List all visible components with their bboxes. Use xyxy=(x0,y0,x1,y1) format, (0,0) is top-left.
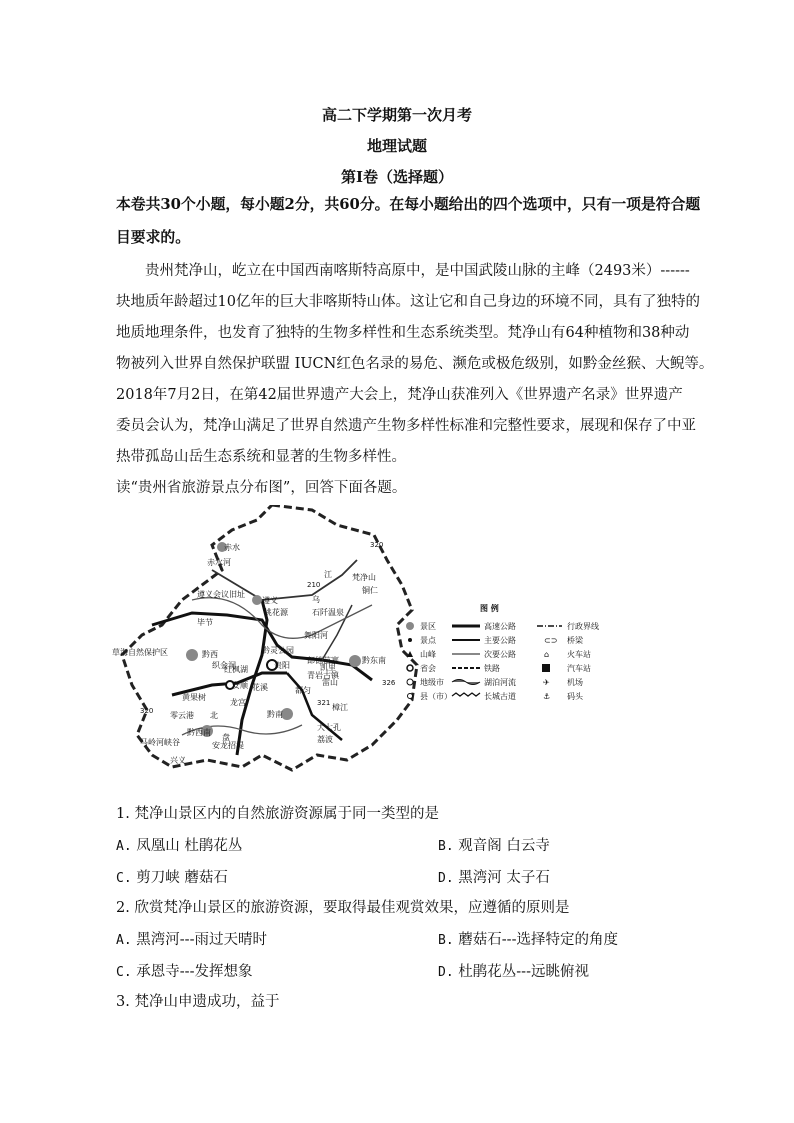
map-label: 雷山 xyxy=(322,678,338,687)
legend-item: 地级市 xyxy=(420,678,444,687)
passage-line-6: 委员会认为，梵净山满足了世界自然遗产生物多样性标准和完整性要求，展现和保存了中亚 xyxy=(116,418,696,434)
main-road xyxy=(262,560,357,600)
legend-item: 景点 xyxy=(420,636,436,645)
map-label: 郎德苗寨 xyxy=(307,656,339,665)
legend-item: 机场 xyxy=(567,678,583,687)
q2-option-d[interactable] xyxy=(438,960,589,981)
map-label: 黔南 xyxy=(267,710,283,719)
map-label: 毕节 xyxy=(197,618,213,627)
q1-option-b[interactable] xyxy=(438,834,550,855)
option-letter: D. xyxy=(438,965,454,980)
airport-icon: ✈ xyxy=(543,678,550,687)
map-label: 江 xyxy=(324,570,332,579)
option-letter: C. xyxy=(116,965,132,980)
map-label: 321 xyxy=(317,699,331,707)
map-label: 黔西南 xyxy=(187,728,211,737)
read-prompt: 读“贵州省旅游景点分布图”，回答下面各题。 xyxy=(116,480,407,496)
map-label: 织金洞 xyxy=(212,661,236,670)
map-label: 青岩古镇 xyxy=(307,671,339,680)
legend-item: 码头 xyxy=(567,692,583,701)
q2-option-c[interactable] xyxy=(116,960,252,981)
map-label: 210 xyxy=(307,581,321,589)
passage-line-5: 2018年7月2日，在第42届世界遗产大会上，梵净山获准列入《世界遗产名录》世界遗产 xyxy=(116,387,683,403)
legend-item: 汽车站 xyxy=(567,664,591,673)
passage-line-4: 物被列入世界自然保护联盟 IUCN红色名录的易危、濒危或极危级别，如黔金丝猴、大鲵等。 xyxy=(116,356,714,372)
map-label: 乌 xyxy=(312,595,320,604)
legend-item: 省会 xyxy=(420,664,436,673)
option-text: 黑湾河 太子石 xyxy=(458,870,550,886)
legend-item: 主要公路 xyxy=(484,636,516,645)
exam-title: 高二下学期第一次月考 xyxy=(321,106,472,124)
scenic-area-marker xyxy=(349,655,361,667)
instructions-line-1: 本卷共30个小题，每小题2分，共60分。在每小题给出的四个选项中，只有一项是符合题 xyxy=(116,196,701,213)
legend-item: 火车站 xyxy=(567,650,591,659)
anchor-icon: ⚓ xyxy=(543,692,551,701)
option-letter: C. xyxy=(116,871,132,886)
option-letter: D. xyxy=(438,871,454,886)
map-label: 北 xyxy=(210,711,218,720)
question-1-stem: 1. 梵净山景区内的自然旅游资源属于同一类型的是 xyxy=(116,806,439,822)
map-label: 贵阳 xyxy=(274,661,290,670)
map-label: 遵义会议旧址 xyxy=(197,590,245,599)
q1-option-c[interactable] xyxy=(116,866,228,887)
map-label: 黔东南 xyxy=(362,656,386,665)
option-text: 凤凰山 杜鹃花丛 xyxy=(136,838,243,854)
legend-item: 长城古道 xyxy=(484,692,516,701)
legend-item: 景区 xyxy=(420,622,436,631)
map-label: 零云港 xyxy=(170,711,194,720)
question-3-stem: 3. 梵净山申遗成功，益于 xyxy=(116,994,280,1010)
map-label: 大七孔 xyxy=(317,723,341,732)
legend-title: 图 例 xyxy=(480,604,499,613)
map-label: 马岭河峡谷 xyxy=(140,738,180,747)
legend-item: 行政界线 xyxy=(567,622,599,631)
map-label: 花溪 xyxy=(252,683,268,692)
option-letter: A. xyxy=(116,839,132,854)
map-label: 凯里 xyxy=(320,663,336,672)
map-label: 320 xyxy=(140,707,154,715)
passage-line-7: 热带孤岛山岳生态系统和显著的生物多样性。 xyxy=(116,449,406,465)
legend-item: 铁路 xyxy=(484,664,500,673)
map-label: 326 xyxy=(382,679,396,687)
instructions-line-2: 目要求的。 xyxy=(116,229,190,246)
map-label: 都匀 xyxy=(295,686,311,695)
option-text: 杜鹃花丛---远眺俯视 xyxy=(458,964,589,980)
map-label: 黔西 xyxy=(202,650,218,659)
map-label: 桃花源 xyxy=(264,608,288,617)
map-label: 安龙招堤 xyxy=(212,741,244,750)
legend-item: 山峰 xyxy=(420,650,436,659)
legend-item: 桥梁 xyxy=(567,636,583,645)
map-label: 草海自然保护区 xyxy=(112,648,168,657)
legend-item: 次要公路 xyxy=(484,650,516,659)
map-label: 安顺 xyxy=(232,681,248,690)
option-letter: B. xyxy=(438,933,454,948)
option-text: 剪刀峡 蘑菇石 xyxy=(136,870,228,886)
option-text: 蘑菇石---选择特定的角度 xyxy=(458,932,618,948)
q2-option-a[interactable] xyxy=(116,928,267,949)
passage-line-3: 地质地理条件，也发育了独特的生物多样性和生态系统类型。梵净山有64种植物和38种动 xyxy=(116,325,690,341)
map-label: 铜仁 xyxy=(362,586,378,595)
map-label: 兴义 xyxy=(170,756,186,765)
scenic-area-marker xyxy=(252,595,262,605)
q1-option-a[interactable] xyxy=(116,834,242,855)
option-text: 黑湾河---雨过天晴时 xyxy=(136,932,267,948)
option-letter: B. xyxy=(438,839,454,854)
passage-line-2: 块地质年龄超过10亿年的巨大非喀斯特山体。这让它和自己身边的环境不同，具有了独特的 xyxy=(116,294,700,310)
legend-item: 湖泊河流 xyxy=(484,678,516,687)
option-letter: A. xyxy=(116,933,132,948)
map-label: 荔波 xyxy=(317,735,333,744)
map-label: 龙宫 xyxy=(230,698,246,707)
map-label: 黄果树 xyxy=(182,693,206,702)
map-label: 红枫湖 xyxy=(224,665,248,674)
map-labels xyxy=(112,541,396,765)
map-label: 遵义 xyxy=(262,596,278,605)
guizhou-tourism-map xyxy=(112,505,647,775)
map-label: 舞阳河 xyxy=(304,631,328,640)
legend-item: 县（市） xyxy=(420,692,452,701)
map-label: 樟江 xyxy=(332,703,348,712)
map-label: 赤水河 xyxy=(207,558,231,567)
legend-item: 高速公路 xyxy=(484,622,516,631)
legend-item: ⌂ xyxy=(544,650,550,659)
question-2-stem: 2. 欣赏梵净山景区的旅游资源，要取得最佳观赏效果，应遵循的原则是 xyxy=(116,900,570,916)
map-legend xyxy=(406,603,599,701)
q2-option-b[interactable] xyxy=(438,928,618,949)
map-label: 赤水 xyxy=(224,543,240,552)
wu-river xyxy=(192,598,372,639)
option-text: 承恩寺---发挥想象 xyxy=(136,964,253,980)
q1-option-d[interactable] xyxy=(438,866,550,887)
scenic-area-marker xyxy=(186,649,198,661)
option-text: 观音阁 白云寺 xyxy=(458,838,550,854)
legend-item: ⊂⊃ xyxy=(544,636,558,645)
map-label: 盘 xyxy=(222,733,230,742)
passage-line-1: 贵州梵净山，屹立在中国西南喀斯特高原中，是中国武陵山脉的主峰（2493米）------ xyxy=(145,263,690,279)
section-title: 第Ⅰ卷（选择题） xyxy=(340,168,454,186)
map-label: 梵净山 xyxy=(352,573,376,582)
map-label: 石阡温泉 xyxy=(312,608,344,617)
subject-title: 地理试题 xyxy=(366,137,427,155)
bus-station-icon xyxy=(542,664,550,672)
map-label: 320 xyxy=(370,541,384,549)
map-label: 黔灵公园 xyxy=(262,646,294,655)
